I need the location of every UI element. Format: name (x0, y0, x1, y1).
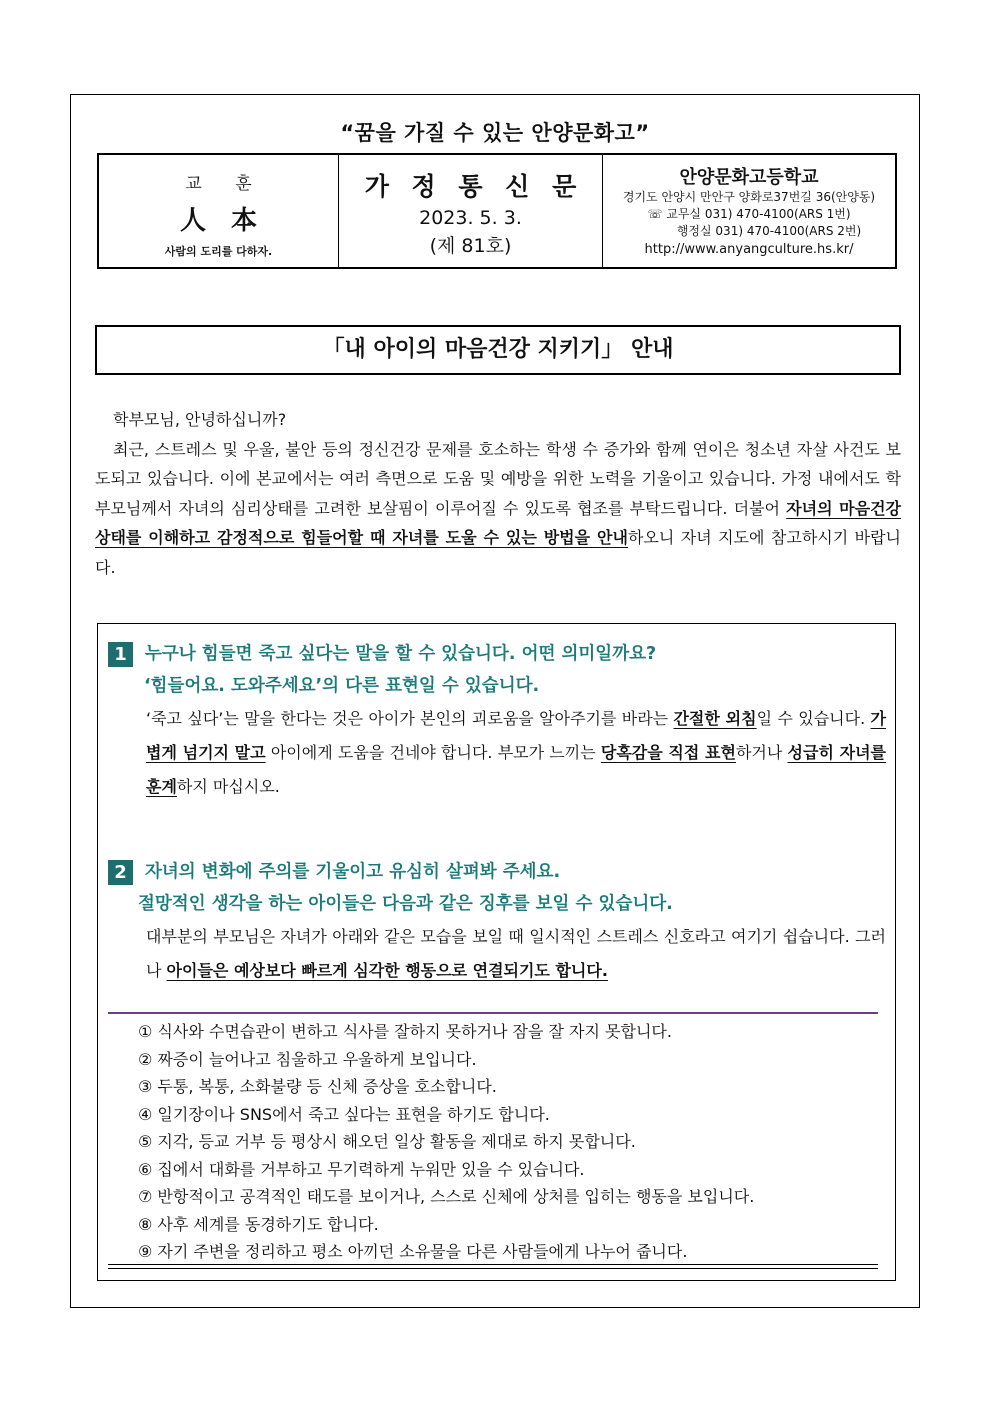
greeting: 학부모님, 안녕하십니까? (113, 410, 287, 429)
school-address: 경기도 안양시 만안구 양화로37번길 36(안양동) (622, 190, 876, 204)
s1-text-5: 하지 마십시오. (176, 777, 280, 796)
s1-text-3: 아이에게 도움을 건네야 합니다. 부모가 느끼는 (265, 743, 601, 762)
section2-body (146, 920, 886, 988)
s1-emphasis-1: 간절한 외침 (673, 709, 757, 728)
divider-line (108, 1012, 878, 1014)
motto-sub: 사람의 도리를 다하자. (164, 245, 273, 258)
list-item: ② 짜증이 늘어나고 침울하고 우울하게 보입니다. (138, 1049, 477, 1069)
motto-label: 교 훈 (185, 174, 266, 194)
intro-text (95, 405, 901, 582)
section2-heading-text: 자녀의 변화에 주의를 기울이고 유심히 살펴봐 주세요. (145, 862, 561, 882)
school-phone-1: ☏ 교무실 031) 470-4100(ARS 1번) (647, 207, 851, 221)
list-item: ④ 일기장이나 SNS에서 죽고 싶다는 표현을 하기도 합니다. (138, 1104, 550, 1124)
s1-emphasis-4: 성급히 자녀를 훈계 (146, 743, 886, 796)
letter-header (97, 153, 897, 269)
list-item: ⑨ 자기 주변을 정리하고 평소 아끼던 소유물을 다른 사람들에게 나누어 줍니다. (138, 1242, 688, 1261)
school-name: 안양문화고등학교 (679, 167, 819, 188)
bottom-rule-2 (108, 1268, 878, 1269)
section1-body (146, 702, 886, 804)
section2-number: 2 (108, 860, 133, 885)
school-motto: “꿈을 가질 수 있는 안양문화고” (340, 121, 650, 145)
warning-signs-list (138, 1018, 878, 1266)
list-item: ⑧ 사후 세계를 동경하기도 합니다. (138, 1214, 379, 1234)
letter-issue: (제 81호) (429, 235, 512, 257)
section2-subheading: 절망적인 생각을 하는 아이들은 다음과 같은 징후를 보일 수 있습니다. (138, 894, 673, 914)
notice-title: 「내 아이의 마음건강 지키기」 안내 (95, 325, 901, 375)
list-item: ⑤ 지각, 등교 거부 등 평상시 해오던 일상 활동을 제대로 하지 못합니다. (138, 1132, 636, 1151)
list-item: ① 식사와 수면습관이 변하고 식사를 잘하지 못하거나 잠을 잘 자지 못합니다. (138, 1022, 672, 1041)
s1-text-1: ‘죽고 싶다’는 말을 한다는 것은 아이가 본인의 괴로움을 알아주기를 바라는 (146, 709, 674, 728)
section1-heading (108, 640, 656, 667)
section1-subheading: ‘힘들어요. 도와주세요’의 다른 표현일 수 있습니다. (144, 676, 540, 696)
intro-body-text: 최근, 스트레스 및 우울, 불안 등의 정신건강 문제를 호소하는 학생 수 증가와 함께 연이은 청소년 자살 사건도 보도되고 있습니다. 이에 본교에서는 여러 측면으로 도움 및 예방을 위한 노력을 기울이고 있습니다. 가정 내에서도 학부모님께서 자녀의 심리상태를 고려한 보살핌이 이루어질 수 있도록 협조를 부탁드립니다. 더불어 (95, 439, 901, 518)
school-info-cell (603, 155, 895, 267)
intro-emphasis: 자녀의 마음건강 상태를 이해하고 감정적으로 힘들어할 때 자녀를 도울 수 있는 방법을 안내 (95, 498, 901, 547)
section1-heading-text: 누구나 힘들면 죽고 싶다는 말을 할 수 있습니다. 어떤 의미일까요? (145, 644, 657, 664)
s2-emphasis-1: 아이들은 예상보다 빠르게 심각한 행동으로 연결되기도 합니다. (166, 961, 608, 980)
section2-heading (108, 858, 560, 885)
guidance-box (97, 623, 896, 1281)
list-item: ⑦ 반항적이고 공격적인 태도를 보이거나, 스스로 신체에 상처를 입히는 행동을 보입니다. (138, 1187, 755, 1206)
s2-text-1: 대부분의 부모님은 자녀가 아래와 같은 모습을 보일 때 일시적인 스트레스 신호라고 여기기 쉽습니다. 그러나 (146, 927, 886, 980)
s1-emphasis-2: 가볍게 넘기지 말고 (146, 709, 886, 762)
bottom-rule-1 (108, 1264, 878, 1265)
school-url[interactable]: http://www.anyangculture.hs.kr/ (644, 242, 854, 257)
page-frame (70, 94, 920, 1308)
letter-title-cell (339, 155, 603, 267)
school-phone-2: 행정실 031) 470-4100(ARS 2번) (676, 224, 862, 238)
s1-text-2: 일 수 있습니다. (756, 709, 871, 728)
school-motto-cell (99, 155, 339, 267)
section1-number: 1 (108, 642, 133, 667)
motto-main: 人 本 (179, 206, 266, 236)
s1-emphasis-3: 당혹감을 직접 표현 (600, 743, 736, 762)
list-item: ⑥ 집에서 대화를 거부하고 무기력하게 누워만 있을 수 있습니다. (138, 1159, 585, 1179)
intro-body-end: 하오니 자녀 지도에 참고하시기 바랍니다. (95, 528, 901, 577)
letter-title: 가 정 통 신 문 (364, 172, 584, 201)
s1-text-4: 하거나 (735, 743, 788, 762)
intro-body (95, 435, 901, 583)
list-item: ③ 두통, 복통, 소화불량 등 신체 증상을 호소합니다. (138, 1077, 497, 1096)
letter-date: 2023. 5. 3. (419, 207, 522, 229)
